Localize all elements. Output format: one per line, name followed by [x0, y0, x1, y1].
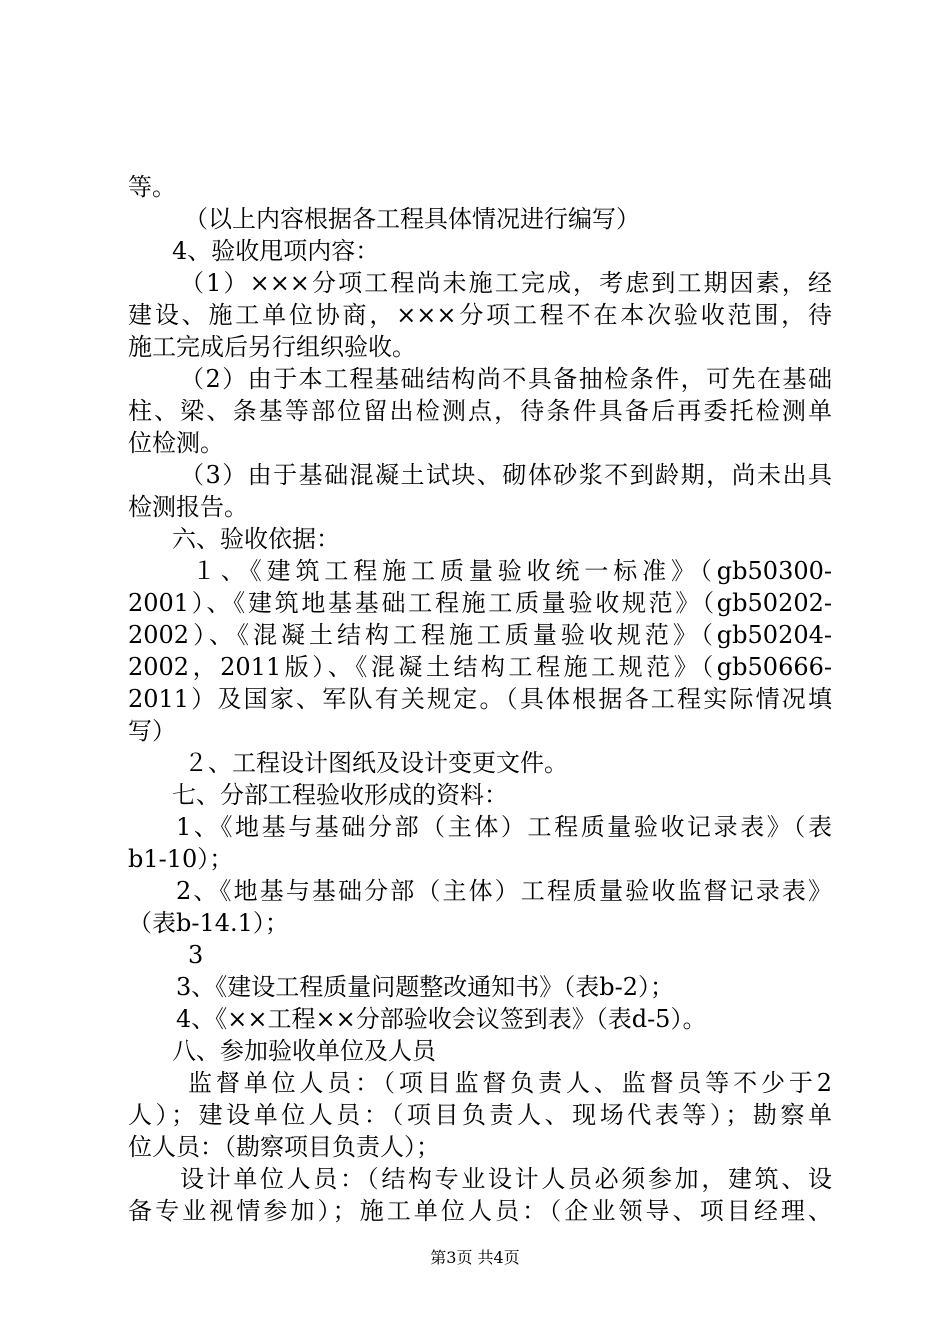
- text-line: 等。: [128, 173, 176, 201]
- text-line: 2001）、《建筑地基基础工程施工质量验收规范》（gb50202-: [128, 589, 832, 617]
- text-line: 位人员：（勘察项目负责人）；: [128, 1133, 440, 1161]
- text-line: （2）由于本工程基础结构尚不具备抽检条件，可先在基础: [180, 365, 832, 393]
- document-body: [128, 172, 832, 1226]
- text-line: 八、参加验收单位及人员: [172, 1037, 436, 1065]
- page-footer: 第3页 共4页: [430, 1248, 520, 1267]
- text-line: 3: [188, 941, 204, 969]
- text-line: 写）: [128, 717, 176, 745]
- text-line: b1-10）；: [128, 845, 234, 873]
- text-line: （1）×××分项工程尚未施工完成，考虑到工期因素，经: [180, 269, 832, 297]
- text-line: 六、验收依据：: [172, 525, 340, 553]
- text-line: 4、《××工程××分部验收会议签到表》（表d-5）。: [176, 1005, 707, 1033]
- text-line: 设计单位人员：（结构专业设计人员必须参加，建筑、设: [180, 1165, 832, 1193]
- text-line: 七、分部工程验收形成的资料：: [172, 781, 508, 809]
- text-line: 2002，2011版）、《混凝土结构工程施工规范》（gb50666-: [128, 653, 832, 681]
- text-line: （3）由于基础混凝土试块、砌体砂浆不到龄期，尚未出具: [180, 461, 832, 489]
- text-line: 柱、梁、条基等部位留出检测点，待条件具备后再委托检测单: [128, 397, 832, 425]
- text-line: 人）；建设单位人员：（项目负责人、现场代表等）；勘察单: [128, 1101, 832, 1129]
- text-line: 1、《地基与基础分部（主体）工程质量验收记录表》（表: [176, 813, 832, 841]
- text-line: 2011）及国家、军队有关规定。（具体根据各工程实际情况填: [128, 685, 832, 713]
- text-line: 建设、施工单位协商，×××分项工程不在本次验收范围，待: [128, 301, 832, 329]
- text-line: （表b-14.1）；: [128, 909, 289, 937]
- text-line: １、《建筑工程施工质量验收统一标准》（gb50300-: [192, 557, 832, 585]
- text-line: 监督单位人员：（项目监督负责人、监督员等不少于2: [188, 1069, 832, 1097]
- text-line: 2002）、《混凝土结构工程施工质量验收规范》（gb50204-: [128, 621, 832, 649]
- text-line: 检测报告。: [128, 493, 248, 521]
- text-line: 2、《地基与基础分部（主体）工程质量验收监督记录表》: [176, 877, 832, 905]
- text-line: 4、验收甩项内容：: [172, 237, 380, 265]
- text-line: 位检测。: [128, 429, 224, 457]
- text-line: 施工完成后另行组织验收。: [128, 333, 416, 361]
- text-line: 3、《建设工程质量问题整改通知书》（表b-2）；: [176, 973, 675, 1001]
- text-line: （以上内容根据各工程具体情况进行编写）: [184, 205, 640, 233]
- text-line: ２、工程设计图纸及设计变更文件。: [184, 749, 568, 777]
- text-line: 备专业视情参加）；施工单位人员：（企业领导、项目经理、: [128, 1197, 832, 1225]
